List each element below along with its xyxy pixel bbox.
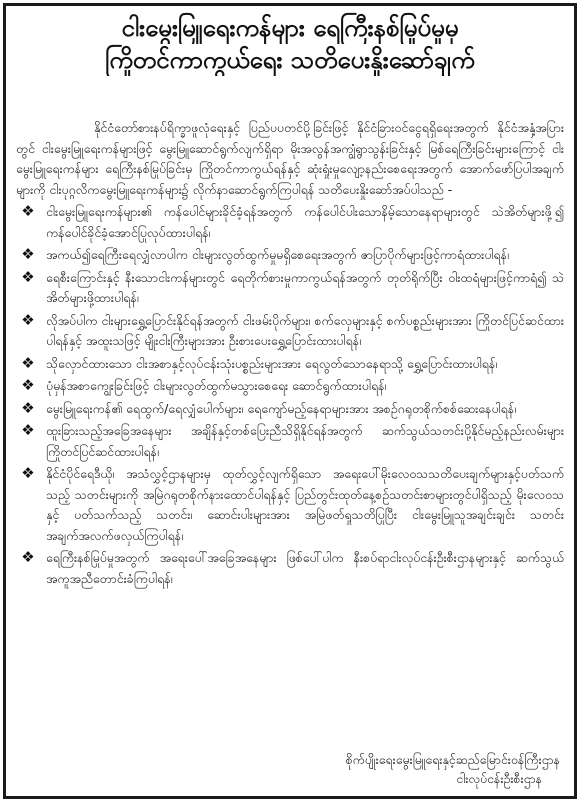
list-item-text: ရေစီးကြောင်းနှင့် နီးသောငါးကန်များတွင် ရေတိုက်စားမှုကာကွယ်ရန်အတွက် တုတ်ရိုက်ပြီး ဝါးထရံများဖြင့်ကာရံ၍ သဲအိတ်များဖို့ထားပါရန်၊ [46,269,564,305]
list-item-text: ထူးခြားသည့်အခြေအနေများ အချိန်နှင့်တစ်ပြေးညီသိရှိနိုင်ရန်အတွက် ဆက်သွယ်သတင်းပို့နိုင်မည့်နည်းလမ်းများ ကြိုတင်ပြင်ဆင်ထားပါရန်၊ [46,423,564,459]
diamond-bullet-icon: ❖ [21,310,35,329]
title-line-2: ကြိုတင်ကာကွယ်ရေး သတိပေးနှိုးဆော်ချက် [105,46,475,74]
list-item-text: လိုအပ်ပါက ငါးများရွှေ့ပြောင်းနိုင်ရန်အတွက် ငါးဖမ်းပိုက်များ၊ စက်လှေများနှင့် စက်ပစ္စည်းများအား ကြိုတင်ပြင်ဆင်ထားပါရန်နှင့် အထူးသဖြင့် မျိုးငါးကြီးများအား ဦးစားပေးရွှေ့ပြောင်းထားပါရန်၊ [46,312,564,348]
list-item [16,421,564,462]
list-item-text: အကယ်၍ရေကြီးရေလျှံလာပါက ငါးများလွတ်ထွက်မှုမရှိစေရေးအတွက် ဇာပြာပိုက်များဖြင့်ကာရံထားပါရန်၊ [46,247,510,262]
diamond-bullet-icon: ❖ [21,548,35,566]
list-item [16,399,564,420]
list-item [16,354,564,375]
instruction-list [16,202,564,589]
list-item-text: ငါးမွေးမြူရေးကန်များ၏ ကန်ပေါင်များခိုင်ခံ့ရန်အတွက် ကန်ပေါင်ပါးသောနိမ့်သောနေရာများတွင် သဲအိတ်များဖို့၍ ကန်ပေါင်ခိုင်ခံ့အောင်ပြုလုပ်ထားပါရန်၊ [46,204,564,240]
list-item [16,202,564,243]
diamond-bullet-icon: ❖ [21,353,35,372]
notice-frame [3,3,577,799]
diamond-bullet-icon: ❖ [21,245,35,263]
diamond-bullet-icon: ❖ [21,267,35,286]
list-item-text: ရေကြီးနစ်မြုပ်မှုအတွက် အရေးပေါ်အခြေအနေများ ဖြစ်ပေါ်ပါက နီးစပ်ရာငါးလုပ်ငန်းဦးစီးဌာနများနှင့် ဆက်သွယ်အကူအညီတောင်းခံကြပါရန်၊ [46,550,564,586]
list-item [16,464,564,546]
diamond-bullet-icon: ❖ [21,421,35,439]
diamond-bullet-icon: ❖ [21,464,35,482]
list-item [16,548,564,589]
list-item [16,268,564,309]
title-line-1: ငါးမွေးမြူရေးကန်များ ရေကြီးနစ်မြုပ်မှုမှ [121,14,459,42]
notice-title [16,12,564,76]
diamond-bullet-icon: ❖ [21,202,35,220]
list-item-text: မွေးမြူရေးကန်၏ ရေထွက်/ရေလျှံပေါက်များ၊ ရေကျော်မည့်နေရာများအား အစဉ်ဂရုတစိုက်စစ်ဆေးနေပါရန်၊ [46,400,517,416]
list-item-text: ပုံမှန်အစာကျွေးခြင်းဖြင့် ငါးများလွတ်ထွက်မသွားစေရေး ဆောင်ရွက်ထားပါရန်၊ [46,378,387,393]
diamond-bullet-icon: ❖ [21,398,35,417]
list-item-text: သိုလှောင်ထားသော ငါးအစာနှင့်လုပ်ငန်းသုံးပစ္စည်းများအား ရေလွတ်သောနေရာသို့ ရွှေ့ပြောင်းထားပါရန်၊ [46,355,498,371]
notice-body [16,118,564,591]
list-item [16,311,564,352]
signature-block [346,750,560,788]
list-item-text: နိုင်ငံပိုင်ရေဒီယို၊ အသံလွှင့်ဌာနများမှ ထုတ်လွှင့်လျက်ရှိသော အရေးပေါ်မိုးလေဝသသတိပေးချက်များနှင့်ပတ်သက်သည့် သတင်းများကို အမြဲဂရုတစိုက်နားထောင်ပါရန်နှင့် ပြည်တွင်းထုတ်နေ့စဉ်သတင်းစာများတွင်ပါရှိသည့် မိုးလေဝသနှင့် ပတ်သက်သည့် သတင်း၊ ဆောင်းပါးများအား အမြဲဖတ်ရှုသတိပြုပြီး ငါးမွေးမြူသူအချင်းချင်း သတင်းအချက်အလက်ဖလှယ်ကြပါရန်၊ [46,466,564,543]
list-item [16,376,564,397]
department-name: ငါးလုပ်ငန်းဦးစီးဌာန [456,771,542,786]
intro-paragraph: နိုင်ငံတော်စားနပ်ရိက္ခာဖူလုံရေးနှင့် ပြည်ပပတင်ပို့ခြင်းဖြင့် နိုင်ငံခြားဝင်ငွေရရှိရေးအတွက် နိုင်ငံအနှံ့အပြားတွင် ငါးမွေးမြူရေးကန်များဖြင့် မွေးမြူဆောင်ရွက်လျက်ရှိရာ မိုးအလွန်အကျွံရွာသွန်းခြင်းနှင့် မြစ်ရေကြီးခြင်းများကြောင့် ငါးမွေးမြူရေးကန်များ ရေကြီးနစ်မြုပ်ခြင်းမှ ကြိုတင်ကာကွယ်ရန်နှင့် ဆုံးရှုံးမှုလျော့နည်းစေရေးအတွက် အောက်ဖော်ပြပါအချက်များကို ငါးပုဂ္ဂလိကမွေးမြူရေးကန်များ၌ လိုက်နာဆောင်ရွက်ကြပါရန် သတိပေးနှိုးဆော်အပ်ပါသည် - [16,120,564,197]
list-item [16,245,564,266]
ministry-name: စိုက်ပျိုးရေးမွေးမြူရေးနှင့်ဆည်မြောင်းဝန်ကြီးဌာန [345,752,560,767]
diamond-bullet-icon: ❖ [21,376,35,394]
